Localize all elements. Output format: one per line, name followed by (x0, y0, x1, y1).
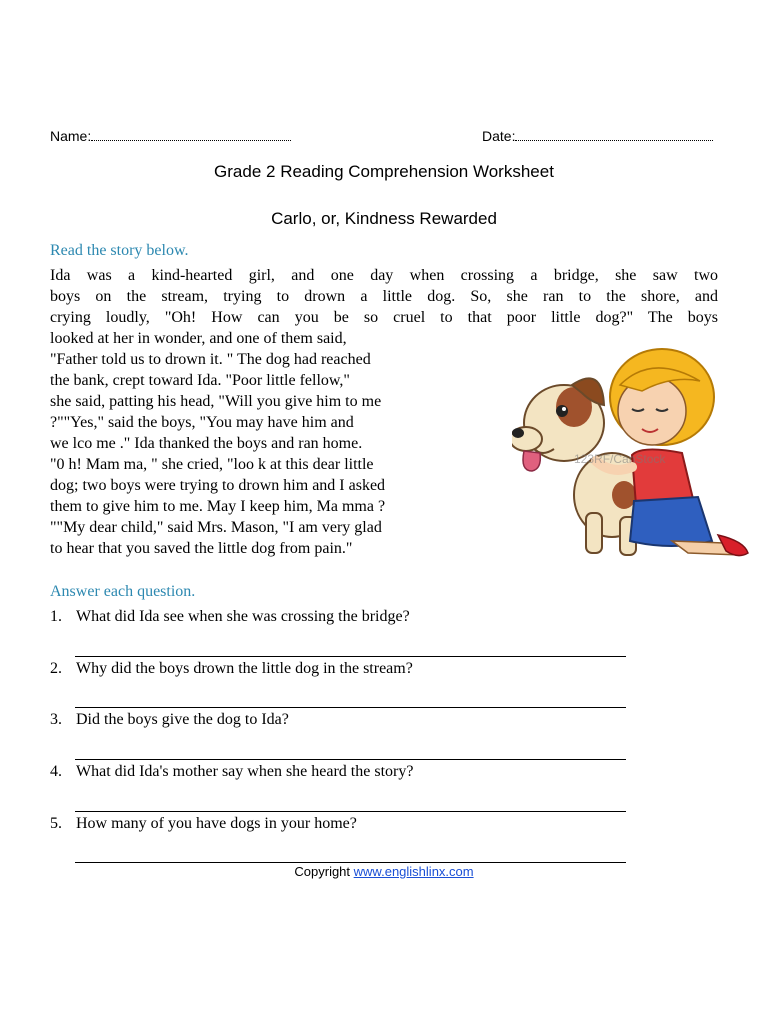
question-number: 2. (50, 660, 62, 677)
read-instruction: Read the story below. (50, 242, 189, 259)
question-text: Why did the boys drown the little dog in the stream? (76, 660, 413, 677)
question-text: How many of you have dogs in your home? (76, 815, 357, 832)
story-line: she said, patting his head, "Will you give him to me (50, 393, 382, 410)
story-paragraph-wrapped (50, 328, 476, 559)
story-line: we lco me ." Ida thanked the boys and ran home. (50, 435, 363, 452)
story-line: Ida was a kind-hearted girl, and one day when crossing a bridge, she saw two (50, 267, 718, 284)
question-2 (50, 660, 626, 678)
question-text: Did the boys give the dog to Ida? (76, 711, 289, 728)
question-1 (50, 608, 626, 626)
date-field-row (482, 128, 713, 144)
answer-line-4[interactable] (75, 811, 626, 812)
story-line: the bank, crept toward Ida. "Poor little fellow," (50, 372, 350, 389)
name-blank-line[interactable] (91, 128, 291, 141)
answer-instruction: Answer each question. (50, 583, 196, 600)
answer-line-3[interactable] (75, 759, 626, 760)
story-paragraph-full-width (50, 265, 718, 328)
englishlinx-link[interactable]: www.englishlinx.com (353, 864, 474, 879)
girl-hugging-dog-illustration (512, 345, 752, 565)
copyright-text: Copyright (294, 864, 351, 879)
date-label: Date: (482, 128, 516, 144)
watermark-text: 123RF/CanStock (574, 452, 666, 466)
story-line: dog; two boys were trying to drown him and I asked (50, 477, 386, 494)
question-number: 4. (50, 763, 62, 780)
story-title: Carlo, or, Kindness Rewarded (271, 209, 497, 228)
worksheet-title: Grade 2 Reading Comprehension Worksheet (214, 162, 554, 181)
copyright-footer (0, 864, 768, 879)
question-number: 1. (50, 608, 62, 625)
story-line: ?""Yes," said the boys, "You may have him and (50, 414, 354, 431)
story-line: boys on the stream, trying to drown a little dog. So, she ran to the shore, and (50, 288, 718, 305)
name-field-row (50, 128, 291, 144)
question-3 (50, 711, 626, 729)
story-line: them to give him to me. May I keep him, Ma mma ? (50, 498, 386, 515)
answer-line-2[interactable] (75, 707, 626, 708)
question-number: 3. (50, 711, 62, 728)
name-label: Name: (50, 128, 92, 144)
question-number: 5. (50, 815, 62, 832)
story-line: looked at her in wonder, and one of them said, (50, 330, 347, 347)
story-line: ""My dear child," said Mrs. Mason, "I am very glad (50, 519, 382, 536)
story-line: crying loudly, "Oh! How can you be so cruel to that poor little dog?" The boys (50, 309, 718, 326)
answer-line-1[interactable] (75, 656, 626, 657)
answer-line-5[interactable] (75, 862, 626, 863)
question-text: What did Ida see when she was crossing the bridge? (76, 608, 410, 625)
story-line: "Father told us to drown it. " The dog had reached (50, 351, 371, 368)
date-blank-line[interactable] (515, 128, 713, 141)
question-5 (50, 815, 626, 833)
question-4 (50, 763, 626, 781)
question-text: What did Ida's mother say when she heard the story? (76, 763, 414, 780)
story-line: to hear that you saved the little dog from pain." (50, 540, 353, 557)
story-line: "0 h! Mam ma, " she cried, "loo k at this dear little (50, 456, 374, 473)
